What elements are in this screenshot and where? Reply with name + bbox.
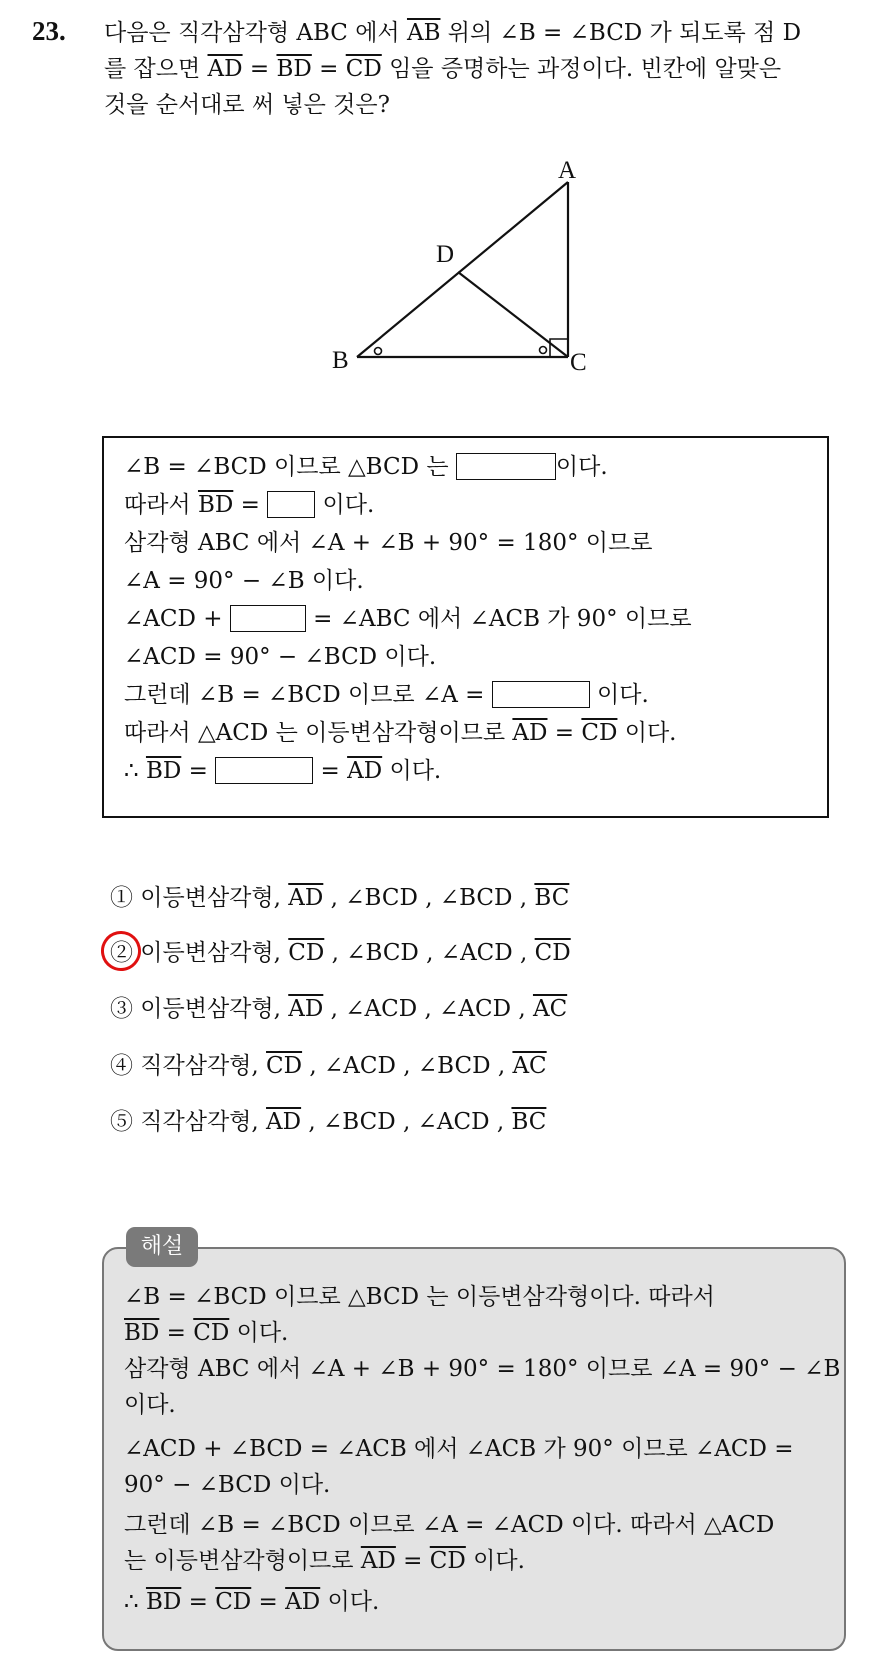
label-c: C <box>570 349 587 376</box>
choice-number: ④ <box>110 1053 133 1079</box>
solution-line-7: 그런데 ∠B = ∠BCD 이므로 ∠A = ∠ACD 이다. 따라서 △ACD <box>124 1512 775 1538</box>
solution-line-5: ∠ACD + ∠BCD = ∠ACB 에서 ∠ACB 가 90° 이므로 ∠ACD = <box>124 1436 794 1462</box>
proof-line-6: ∠ACD = 90° − ∠BCD 이다. <box>124 644 437 670</box>
blank-5 <box>215 757 313 784</box>
proof-line-2: 따라서 $\overline{BD}$ = 이다. <box>124 492 375 518</box>
choice-number: ⑤ <box>110 1109 133 1135</box>
proof-line-8: 따라서 △ACD 는 이등변삼각형이므로 $\overline{AD} = \overline{CD}$ 이다. <box>124 720 677 746</box>
proof-line-4: ∠A = 90° − ∠B 이다. <box>124 568 364 594</box>
triangle-figure <box>330 160 640 380</box>
question-line-3: 것을 순서대로 써 넣은 것은? <box>104 92 390 118</box>
blank-1 <box>456 453 556 480</box>
angle-b-mark <box>375 348 382 355</box>
question-line-2: 를 잡으면 $\overline{AD} = \overline{BD} = \overline{CD}$ 임을 증명하는 과정이다. 빈칸에 알맞은 <box>104 56 782 82</box>
proof-line-9: ∴ $\overline{BD}$ = = $\overline{AD}$ 이다. <box>124 758 442 784</box>
proof-line-5: ∠ACD + = ∠ABC 에서 ∠ACB 가 90° 이므로 <box>124 606 692 632</box>
blank-3 <box>230 605 306 632</box>
blank-2 <box>267 491 315 518</box>
proof-line-3: 삼각형 ABC 에서 ∠A + ∠B + 90° = 180° 이므로 <box>124 530 653 556</box>
label-a: A <box>558 160 577 184</box>
choice-1[interactable]: ① 이등변삼각형, $\overline{AD}$ , ∠BCD , ∠BCD , $\overline{BC}$ <box>110 885 570 911</box>
blank-4 <box>492 681 590 708</box>
question-line-1: 다음은 직각삼각형 ABC 에서 $\overline{AB}$ 위의 ∠B = ∠BCD 가 되도록 점 D <box>104 20 802 46</box>
label-b: B <box>332 347 349 374</box>
choice-number: ③ <box>110 996 133 1022</box>
question-number: 23. <box>32 16 66 46</box>
choice-2[interactable]: ② 이등변삼각형, $\overline{CD}$ , ∠BCD , ∠ACD , $\overline{CD}$ <box>110 940 571 966</box>
label-d: D <box>436 241 455 268</box>
proof-line-7: 그런데 ∠B = ∠BCD 이므로 ∠A = 이다. <box>124 682 649 708</box>
choice-3[interactable]: ③ 이등변삼각형, $\overline{AD}$ , ∠ACD , ∠ACD , $\overline{AC}$ <box>110 996 568 1022</box>
choice-number: ② <box>110 940 133 966</box>
segment-ab: $\overline{AB}$ <box>406 20 441 46</box>
choice-number: ① <box>110 885 133 911</box>
solution-line-6: 90° − ∠BCD 이다. <box>124 1472 331 1498</box>
solution-line-8: 는 이등변삼각형이므로 $\overline{AD} = \overline{CD}$ 이다. <box>124 1548 525 1574</box>
segment-dc <box>458 272 568 357</box>
angle-bcd-mark <box>540 347 547 354</box>
choice-5[interactable]: ⑤ 직각삼각형, $\overline{AD}$ , ∠BCD , ∠ACD , $\overline{BC}$ <box>110 1109 547 1135</box>
proof-box <box>102 436 829 818</box>
solution-tag: 해설 <box>126 1227 198 1267</box>
solution-line-3: 삼각형 ABC 에서 ∠A + ∠B + 90° = 180° 이므로 ∠A = 90° − ∠B <box>124 1356 841 1382</box>
choice-4[interactable]: ④ 직각삼각형, $\overline{CD}$ , ∠ACD , ∠BCD , $\overline{AC}$ <box>110 1053 547 1079</box>
solution-line-1: ∠B = ∠BCD 이므로 △BCD 는 이등변삼각형이다. 따라서 <box>124 1284 715 1310</box>
solution-line-4: 이다. <box>124 1392 176 1418</box>
solution-line-2: $\overline{BD} = \overline{CD}$ 이다. <box>124 1320 289 1346</box>
side-ba <box>357 182 568 357</box>
proof-line-1: ∠B = ∠BCD 이므로 △BCD 는 이다. <box>124 454 608 480</box>
solution-line-9: ∴ $\overline{BD} = \overline{CD} = \overline{AD}$ 이다. <box>124 1589 380 1615</box>
